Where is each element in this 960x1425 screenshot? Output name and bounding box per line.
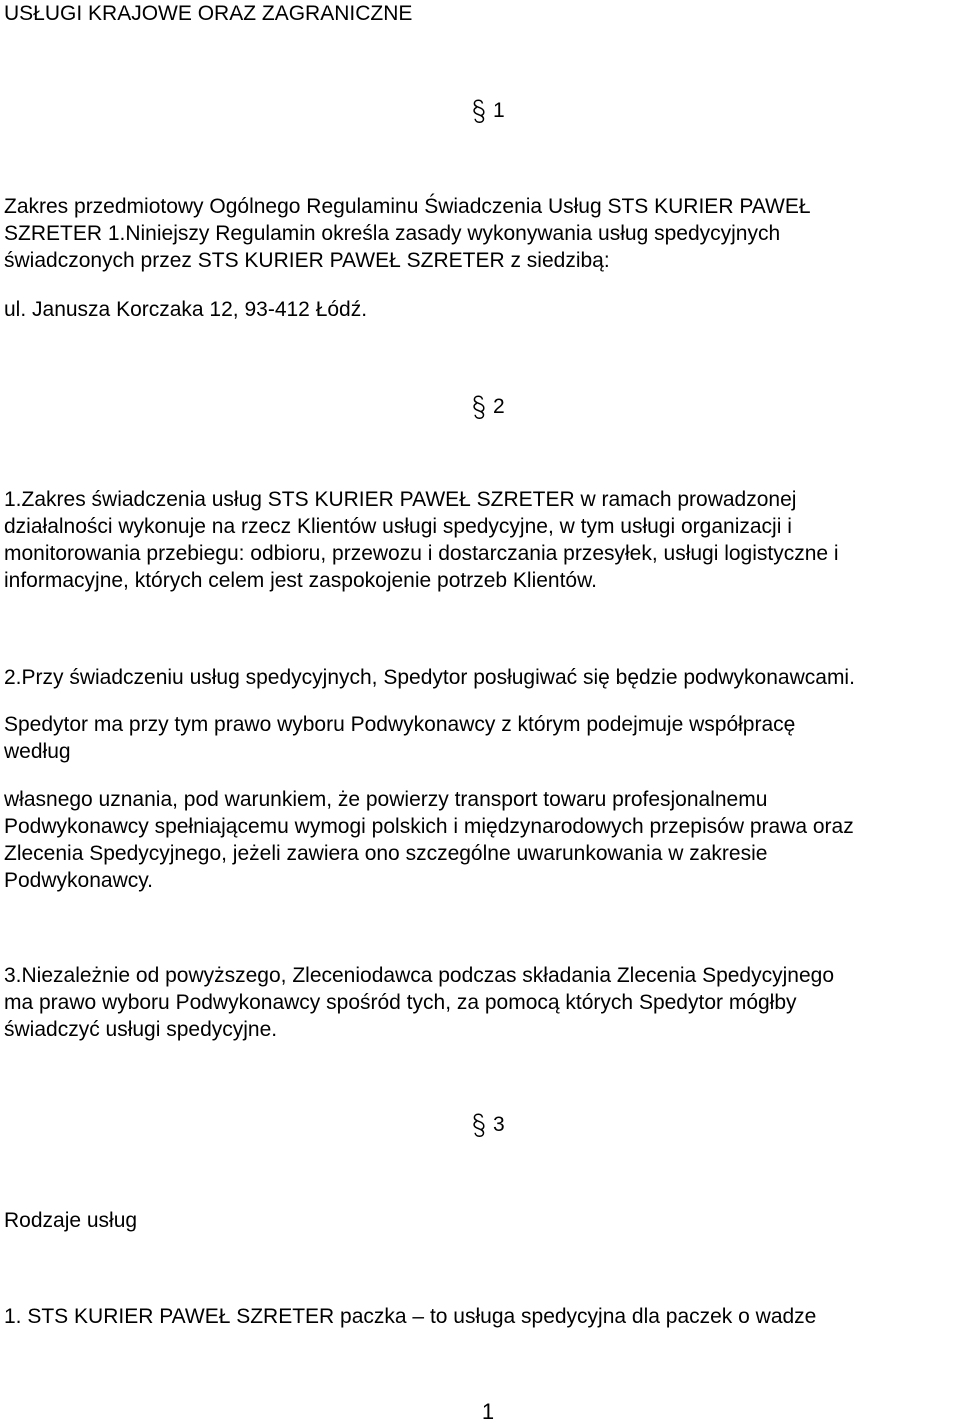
s1-line-1: Zakres przedmiotowy Ogólnego Regulaminu Świadczenia Usług STS KURIER PAWEŁ: [4, 195, 811, 218]
s2-p5-line-1: 3.Niezależnie od powyższego, Zleceniodawca podczas składania Zlecenia Spedycyjnego: [4, 964, 834, 987]
section-sign-icon: [471, 97, 493, 124]
s2-p1-line-3: monitorowania przebiegu: odbioru, przewozu i dostarczania przesyłek, usługi logistyczne i: [4, 542, 839, 565]
s2-p3-line-1: Spedytor ma przy tym prawo wyboru Podwykonawcy z którym podejmuje współpracę: [4, 713, 796, 736]
s2-p1-line-4: informacyjne, których celem jest zaspokojenie potrzeb Klientów.: [4, 569, 597, 592]
section-3-number: 3: [493, 1113, 505, 1136]
page-number: 1: [481, 1399, 495, 1424]
s2-p4-line-4: Podwykonawcy.: [4, 869, 154, 892]
s2-p2: 2.Przy świadczeniu usług spedycyjnych, Spedytor posługiwać się będzie podwykonawcami.: [4, 666, 855, 689]
s2-p4-line-3: Zlecenia Spedycyjnego, jeżeli zawiera ono szczególne uwarunkowania w zakresie: [4, 842, 768, 865]
s2-p5-line-2: ma prawo wyboru Podwykonawcy spośród tych, za pomocą których Spedytor mógłby: [4, 991, 797, 1014]
s2-p3-line-2: według: [4, 740, 71, 763]
document-title: USŁUGI KRAJOWE ORAZ ZAGRANICZNE: [4, 2, 413, 25]
s3-heading: Rodzaje usług: [4, 1209, 138, 1232]
s3-p1: 1. STS KURIER PAWEŁ SZRETER paczka – to usługa spedycyjna dla paczek o wadze: [4, 1305, 817, 1328]
s1-line-3: świadczonych przez STS KURIER PAWEŁ SZRETER z siedzibą:: [4, 249, 610, 272]
section-2-number: 2: [493, 395, 505, 418]
s1-line-2: SZRETER 1.Niniejszy Regulamin określa zasady wykonywania usług spedycyjnych: [4, 222, 781, 245]
section-1-number: 1: [493, 99, 505, 122]
s2-p4-line-2: Podwykonawcy spełniającemu wymogi polskich i międzynarodowych przepisów prawa oraz: [4, 815, 854, 838]
s1-address: ul. Janusza Korczaka 12, 93-412 Łódź.: [4, 298, 368, 321]
section-1-heading: [471, 97, 505, 124]
s2-p4-line-1: własnego uznania, pod warunkiem, że powierzy transport towaru profesjonalnemu: [4, 788, 768, 811]
section-sign-icon: [471, 1111, 493, 1138]
section-3-heading: [471, 1111, 505, 1138]
section-sign-icon: [471, 393, 493, 420]
s2-p5-line-3: świadczyć usługi spedycyjne.: [4, 1018, 278, 1041]
s2-p1-line-2: działalności wykonuje na rzecz Klientów usługi spedycyjne, w tym usługi organizacji i: [4, 515, 792, 538]
s2-p1-line-1: 1.Zakres świadczenia usług STS KURIER PAWEŁ SZRETER w ramach prowadzonej: [4, 488, 797, 511]
section-2-heading: [471, 393, 505, 420]
